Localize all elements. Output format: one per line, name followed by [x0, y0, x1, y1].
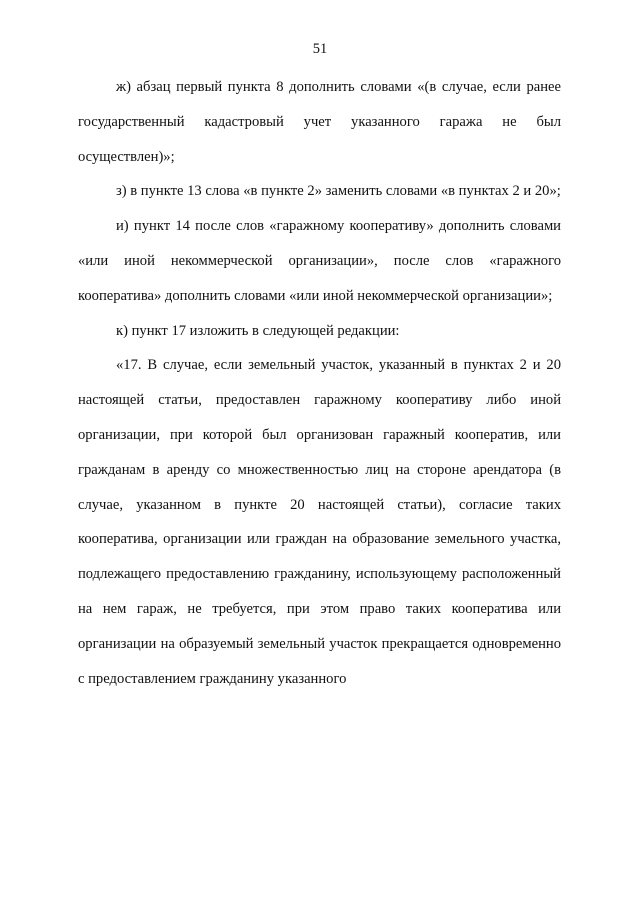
page-number: 51 [312, 41, 328, 57]
paragraph-zh: ж) абзац первый пункта 8 дополнить словами «(в случае, если ранее государственный кадастровый учет указанного гаража не был осуществлен)»; [78, 79, 561, 165]
document-body [78, 70, 561, 696]
paragraph-k: к) пункт 17 изложить в следующей редакции: [116, 322, 400, 339]
paragraph-i: и) пункт 14 после слов «гаражному кооперативу» дополнить словами «или иной некоммерческой организации», после слов «гаражного кооператива» дополнить словами «или иной некоммерческой организации»; [78, 218, 561, 304]
paragraph-z: з) в пункте 13 слова «в пункте 2» заменить словами «в пунктах 2 и 20»; [116, 183, 561, 200]
paragraph-item-17: «17. В случае, если земельный участок, указанный в пунктах 2 и 20 настоящей статьи, предоставлен гаражному кооперативу либо иной организации, при которой был организован гаражный кооператив, или гражданам в аренду со множественностью лиц на стороне арендатора (в случае, указанном в пункте 20 настоящей статьи), согласие таких кооператива, организации или граждан на образование земельного участка, подлежащего предоставлению гражданину, использующему расположенный на нем гараж, не требуется, при этом право таких кооператива или организации на образуемый земельный участок прекращается одновременно с предоставлением гражданину указанного [78, 357, 561, 687]
